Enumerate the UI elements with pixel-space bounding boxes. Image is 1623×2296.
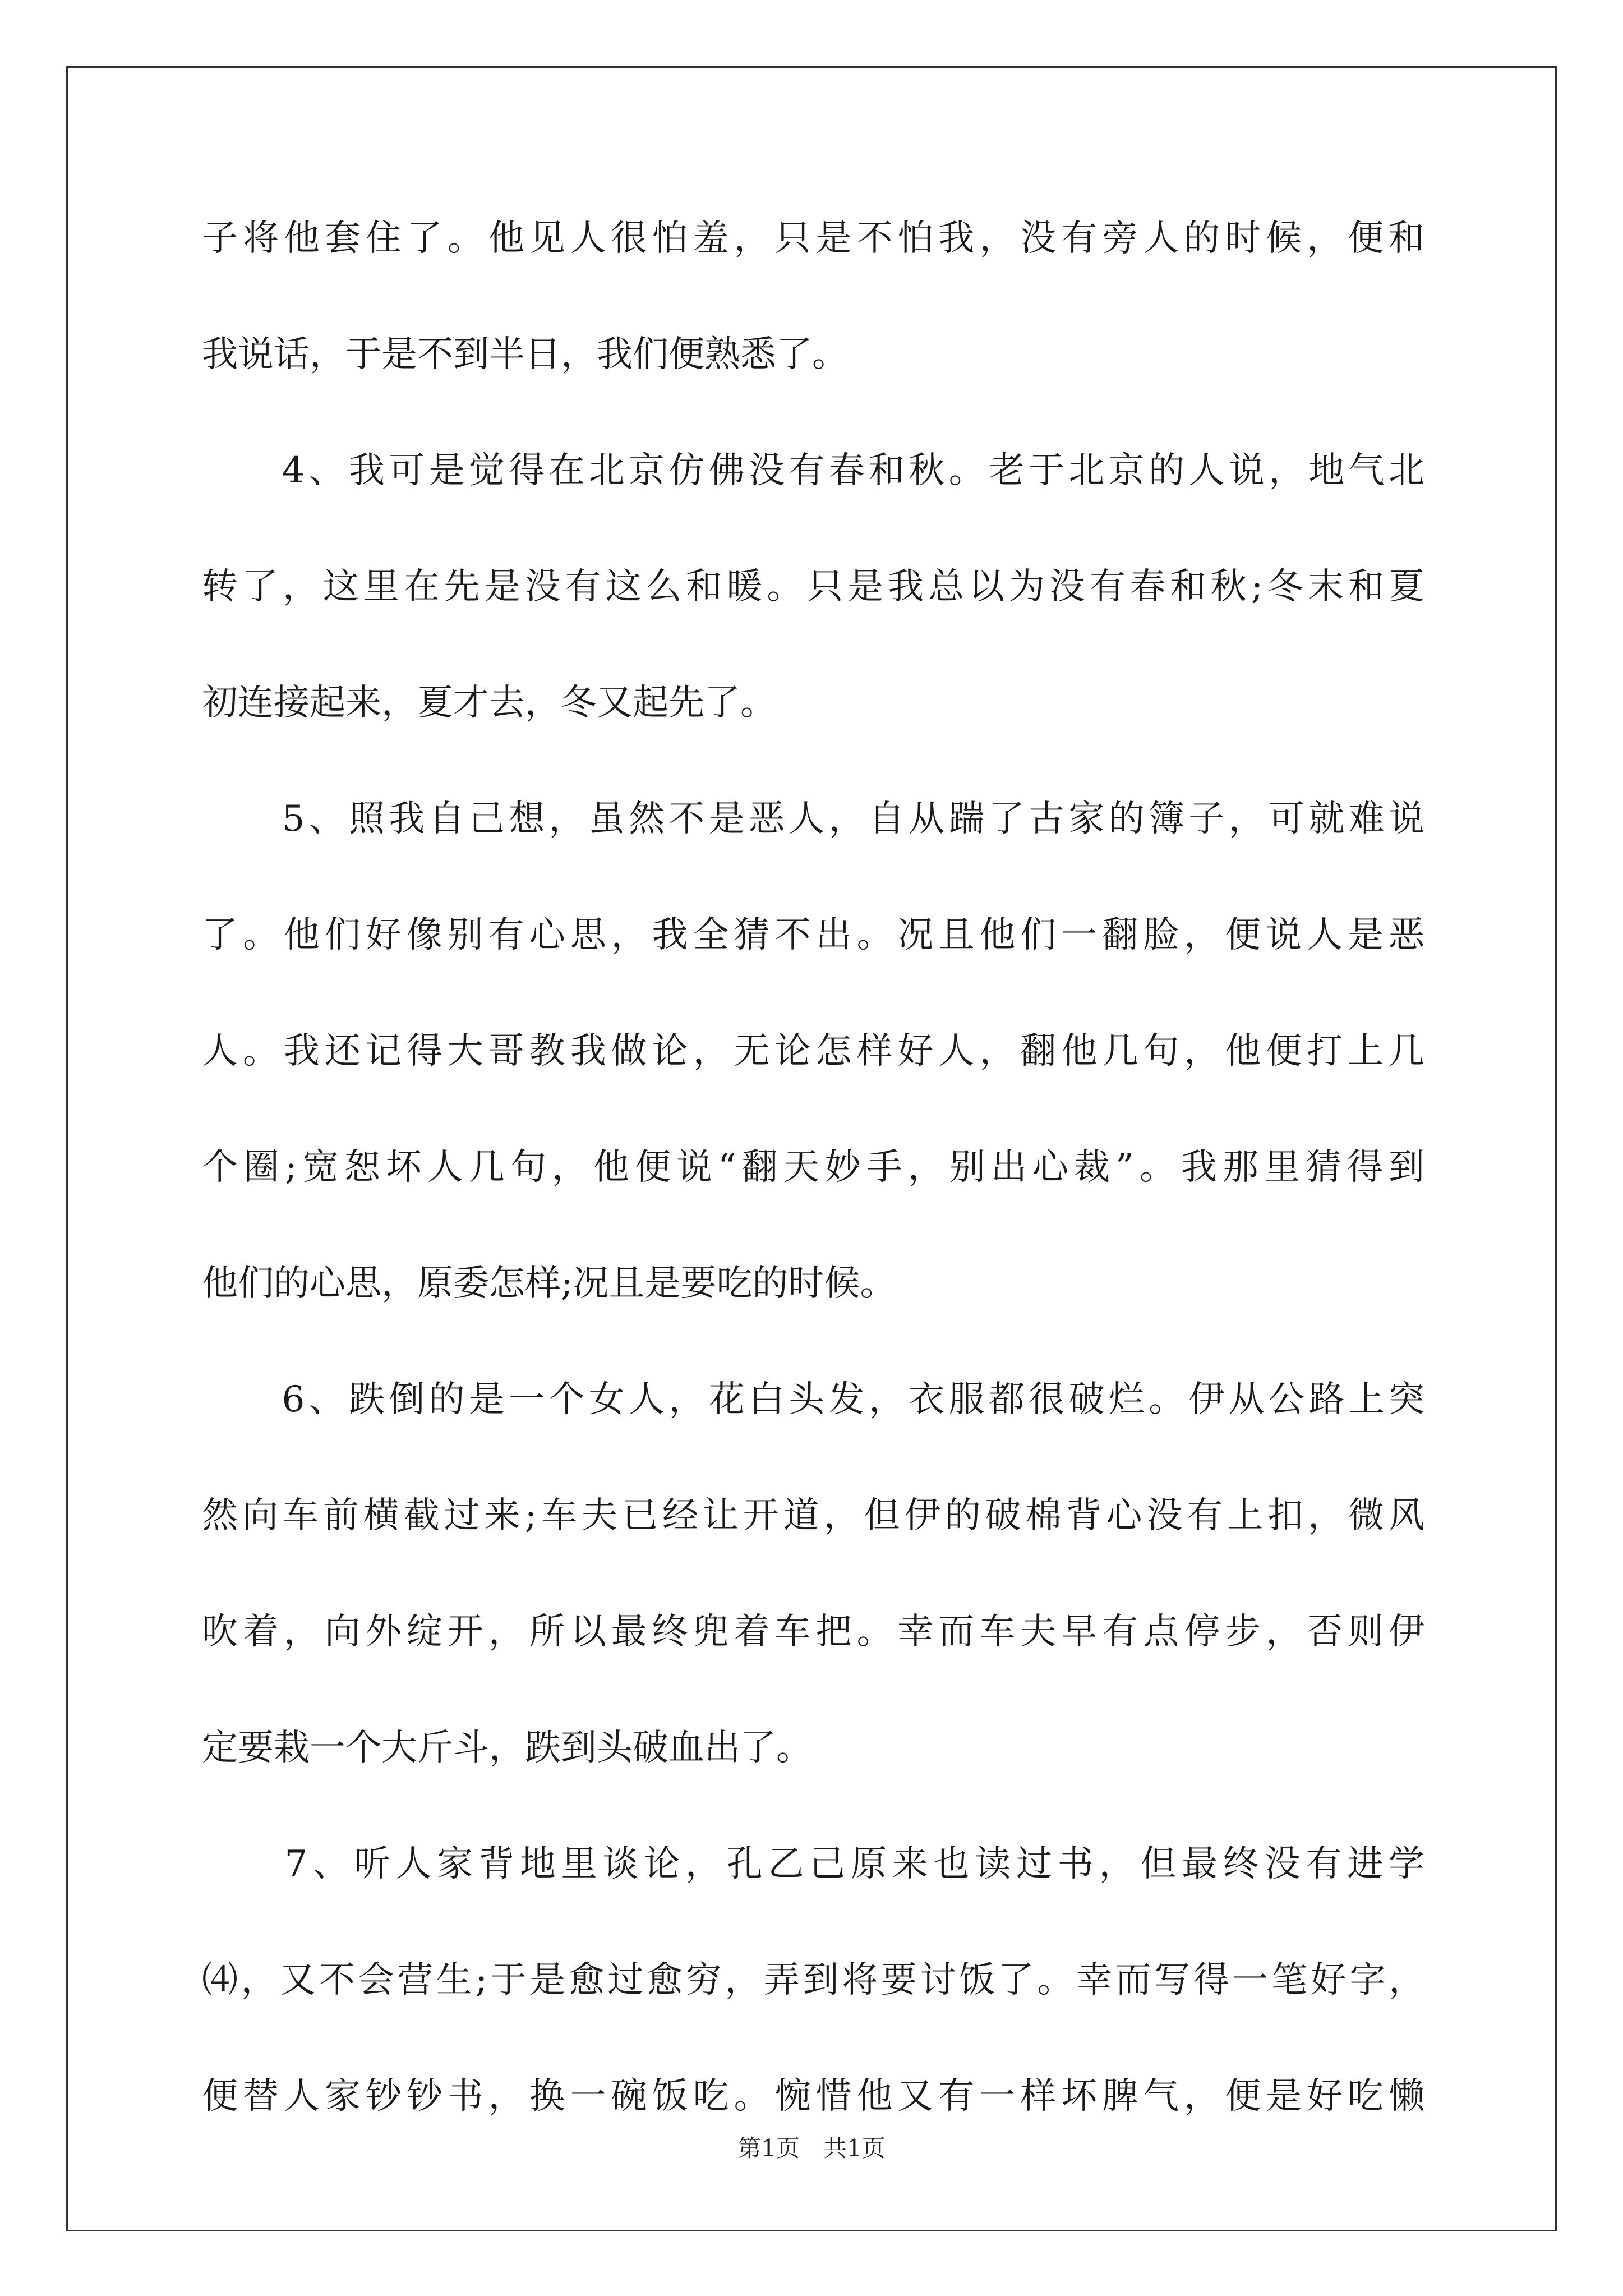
text-line: 吹着，向外绽开，所以最终兜着车把。幸而车夫早有点停步，否则伊 bbox=[202, 1611, 1424, 1653]
text-line: 4、我可是觉得在北京仿佛没有春和秋。老于北京的人说，地气北 bbox=[202, 450, 1424, 491]
page-number-footer: 第1页 共1页 bbox=[737, 2134, 886, 2162]
text-line: 个圈;宽恕坏人几句，他便说“翻天妙手，别出心裁”。我那里猜得到 bbox=[202, 1147, 1424, 1188]
text-line: 他们的心思，原委怎样;况且是要吃的时候。 bbox=[202, 1263, 896, 1304]
text-line: 人。我还记得大哥教我做论，无论怎样好人，翻他几句，他便打上几 bbox=[202, 1030, 1424, 1072]
text-line: 然向车前横截过来;车夫已经让开道，但伊的破棉背心没有上扣，微风 bbox=[202, 1495, 1424, 1536]
text-line: 便替人家钞钞书，换一碗饭吃。惋惜他又有一样坏脾气，便是好吃懒 bbox=[202, 2076, 1424, 2117]
text-line: 定要栽一个大斤斗，跌到头破血出了。 bbox=[202, 1727, 812, 1769]
text-line: 了。他们好像别有心思，我全猜不出。况且他们一翻脸，便说人是恶 bbox=[202, 914, 1424, 956]
text-line: 5、照我自己想，虽然不是恶人，自从踹了古家的簿子，可就难说 bbox=[202, 798, 1424, 840]
text-line: 子将他套住了。他见人很怕羞，只是不怕我，没有旁人的时候，便和 bbox=[202, 218, 1424, 259]
text-line: 6、跌倒的是一个女人，花白头发，衣服都很破烂。伊从公路上突 bbox=[202, 1379, 1424, 1420]
text-line: 我说话，于是不到半日，我们便熟悉了。 bbox=[202, 334, 848, 375]
text-line: ⑷，又不会营生;于是愈过愈穷，弄到将要讨饭了。幸而写得一笔好字， bbox=[202, 1959, 1424, 2001]
text-line: 7、听人家背地里谈论，孔乙己原来也读过书，但最终没有进学 bbox=[202, 1843, 1424, 1885]
text-line: 转了，这里在先是没有这么和暖。只是我总以为没有春和秋;冬末和夏 bbox=[202, 566, 1424, 608]
text-line: 初连接起来，夏才去，冬又起先了。 bbox=[202, 682, 776, 724]
